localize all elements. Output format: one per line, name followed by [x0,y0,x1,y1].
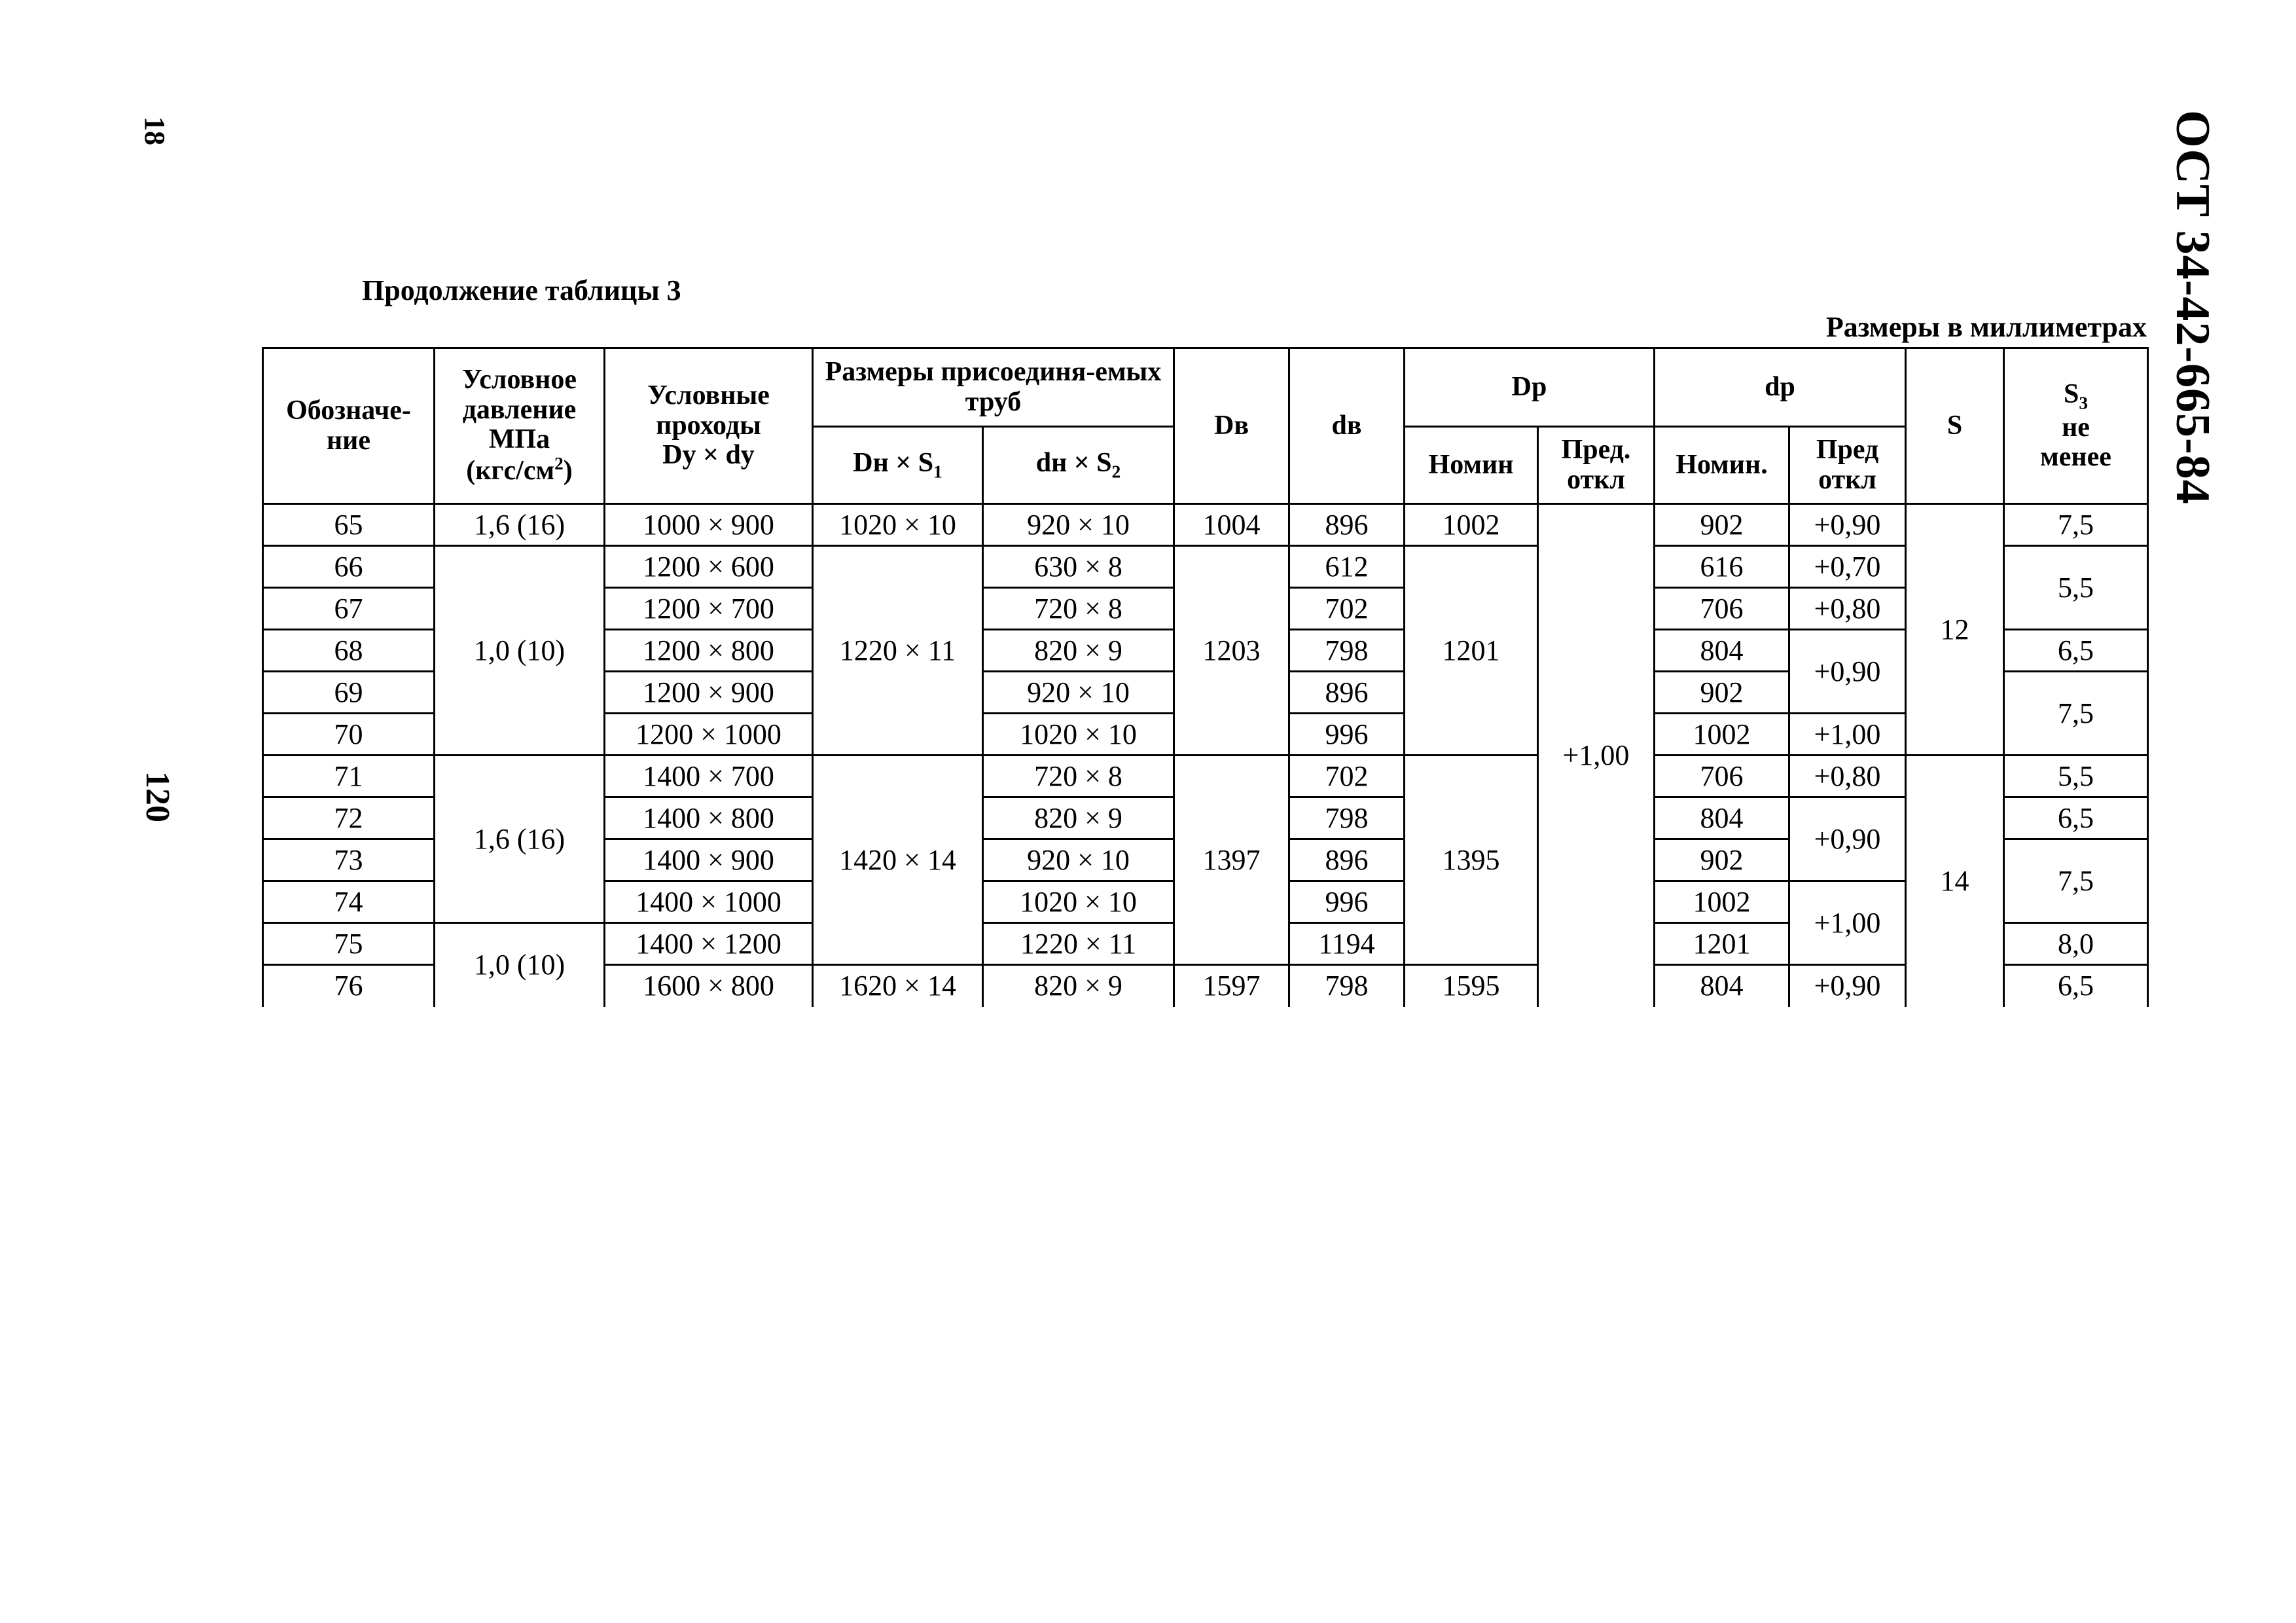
cell-dp-deviation: +1,00 [1789,881,1906,965]
cell-dp-nominal: 804 [1655,630,1789,672]
cell-pipe2: 1020 × 10 [983,714,1174,756]
header-Dp-deviation: Пред. откл [1538,427,1655,504]
header-dv: dв [1289,348,1405,504]
cell-pipe2: 920 × 10 [983,504,1174,546]
table-row [263,756,2148,797]
cell-passages: 1000 × 900 [605,504,813,546]
cell-passages: 1600 × 800 [605,965,813,1007]
cell-dv: 702 [1289,588,1405,630]
cell-dp-nominal: 616 [1655,546,1789,588]
table-caption: Продолжение таблицы 3 [362,274,681,306]
cell-dp-nominal: 804 [1655,965,1789,1007]
cell-designation: 69 [263,672,435,714]
cell-Dp-nominal: 1201 [1405,546,1538,756]
cell-passages: 1200 × 600 [605,546,813,588]
cell-S: 12 [1906,504,2004,756]
cell-designation: 76 [263,965,435,1007]
cell-S3: 6,5 [2004,965,2148,1007]
cell-S3: 7,5 [2004,839,2148,923]
document-code: ОСТ 34-42-665-84 [2166,110,2219,505]
cell-S3: 7,5 [2004,504,2148,546]
cell-S3: 6,5 [2004,630,2148,672]
cell-passages: 1200 × 800 [605,630,813,672]
cell-S3: 5,5 [2004,756,2148,797]
cell-designation: 68 [263,630,435,672]
cell-dv: 798 [1289,797,1405,839]
cell-passages: 1200 × 700 [605,588,813,630]
cell-Dv: 1004 [1174,504,1289,546]
cell-S3: 7,5 [2004,672,2148,756]
cell-dp-deviation: +0,90 [1789,965,1906,1007]
page-number: 18 [139,117,171,145]
header-pressure: Условное давление МПа $(кгс/см^2)$ [435,348,605,504]
table-row [263,504,2148,546]
cell-Dp-nominal: 1002 [1405,504,1538,546]
cell-dv: 702 [1289,756,1405,797]
cell-designation: 67 [263,588,435,630]
cell-dp-nominal: 706 [1655,756,1789,797]
cell-pipe2: 720 × 8 [983,756,1174,797]
cell-pressure: 1,0 (10) [435,546,605,756]
cell-dp-nominal: 902 [1655,504,1789,546]
header-Dp-nominal: Номин [1405,427,1538,504]
header-pipe1: Dн × $S_1$ [813,427,983,504]
cell-designation: 66 [263,546,435,588]
cell-dv: 798 [1289,965,1405,1007]
header-Dv: Dв [1174,348,1289,504]
header-S: S [1906,348,2004,504]
cell-passages: 1400 × 700 [605,756,813,797]
cell-dv: 996 [1289,881,1405,923]
cell-pipe2: 1020 × 10 [983,881,1174,923]
cell-pipe1: 1220 × 11 [813,546,983,756]
units-note: Размеры в миллиметрах [1825,311,2147,343]
cell-S3: 6,5 [2004,797,2148,839]
cell-pipe2: 820 × 9 [983,630,1174,672]
cell-designation: 75 [263,923,435,965]
cell-passages: 1200 × 900 [605,672,813,714]
cell-dp-nominal: 804 [1655,797,1789,839]
header-dp: dp [1655,348,1906,427]
header-pipe-sizes: Размеры присоединя-емых труб [813,348,1174,427]
cell-S3: 8,0 [2004,923,2148,965]
cell-pressure: 1,6 (16) [435,504,605,546]
cell-passages: 1400 × 1200 [605,923,813,965]
cell-pipe2: 920 × 10 [983,839,1174,881]
cell-dp-deviation: +1,00 [1789,714,1906,756]
cell-pipe1: 1020 × 10 [813,504,983,546]
cell-dp-nominal: 902 [1655,839,1789,881]
cell-dp-deviation: +0,90 [1789,504,1906,546]
cell-dv: 798 [1289,630,1405,672]
cell-Dp-nominal: 1395 [1405,756,1538,965]
header-Dp: Dp [1405,348,1655,427]
cell-Dp-deviation: +1,00 [1538,504,1655,1007]
cell-pipe2: 1220 × 11 [983,923,1174,965]
header-S3: $S_3$ не менее [2004,348,2148,504]
cell-pipe2: 820 × 9 [983,965,1174,1007]
dimensions-table [262,347,2149,1007]
cell-dp-deviation: +0,80 [1789,588,1906,630]
cell-dp-nominal: 706 [1655,588,1789,630]
cell-pressure: 1,6 (16) [435,756,605,923]
cell-dp-nominal: 1002 [1655,881,1789,923]
side-page-number: 120 [139,771,176,822]
cell-pipe2: 720 × 8 [983,588,1174,630]
header-dp-deviation: Пред откл [1789,427,1906,504]
cell-S3: 5,5 [2004,546,2148,630]
cell-designation: 74 [263,881,435,923]
cell-designation: 65 [263,504,435,546]
cell-designation: 70 [263,714,435,756]
table-row [263,546,2148,588]
cell-dv: 1194 [1289,923,1405,965]
cell-dp-deviation: +0,90 [1789,630,1906,714]
cell-Dv: 1397 [1174,756,1289,965]
cell-S: 14 [1906,756,2004,1007]
cell-designation: 71 [263,756,435,797]
cell-dv: 896 [1289,504,1405,546]
cell-designation: 72 [263,797,435,839]
cell-dp-nominal: 1201 [1655,923,1789,965]
cell-passages: 1400 × 800 [605,797,813,839]
cell-pipe2: 630 × 8 [983,546,1174,588]
header-pipe2: dн × $S_2$ [983,427,1174,504]
cell-pipe1: 1420 × 14 [813,756,983,965]
cell-dp-nominal: 902 [1655,672,1789,714]
cell-pipe2: 820 × 9 [983,797,1174,839]
cell-pressure: 1,0 (10) [435,923,605,1007]
cell-dp-nominal: 1002 [1655,714,1789,756]
cell-Dv: 1203 [1174,546,1289,756]
cell-pipe1: 1620 × 14 [813,965,983,1007]
cell-dv: 896 [1289,839,1405,881]
cell-pipe2: 920 × 10 [983,672,1174,714]
header-dp-nominal: Номин. [1655,427,1789,504]
header-designation: Обозначе-ние [263,348,435,504]
cell-dp-deviation: +0,80 [1789,756,1906,797]
header-passages: Условные проходы Dy × dy [605,348,813,504]
cell-passages: 1400 × 900 [605,839,813,881]
cell-passages: 1400 × 1000 [605,881,813,923]
cell-designation: 73 [263,839,435,881]
cell-Dv: 1597 [1174,965,1289,1007]
cell-Dp-nominal: 1595 [1405,965,1538,1007]
cell-dv: 612 [1289,546,1405,588]
cell-dv: 996 [1289,714,1405,756]
cell-dp-deviation: +0,70 [1789,546,1906,588]
cell-dv: 896 [1289,672,1405,714]
cell-passages: 1200 × 1000 [605,714,813,756]
cell-dp-deviation: +0,90 [1789,797,1906,881]
